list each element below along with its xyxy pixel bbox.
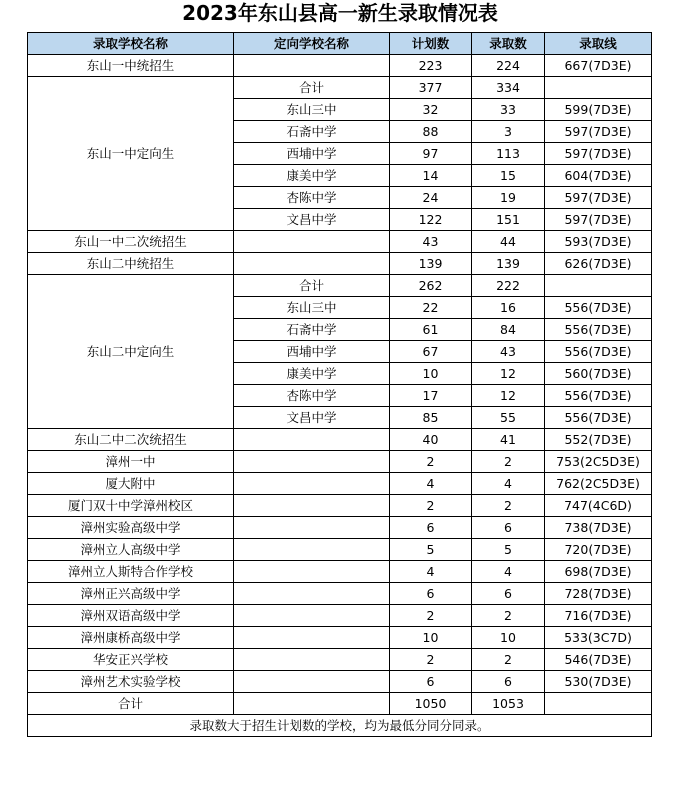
- admitted-count-cell: 222: [472, 275, 545, 297]
- directed-school-cell: [234, 429, 390, 451]
- admitted-count-cell: 334: [472, 77, 545, 99]
- plan-count-cell: 17: [390, 385, 472, 407]
- cutoff-score-cell: 720(7D3E): [545, 539, 652, 561]
- plan-count-cell: 32: [390, 99, 472, 121]
- cutoff-score-cell: 599(7D3E): [545, 99, 652, 121]
- cutoff-score-cell: 556(7D3E): [545, 385, 652, 407]
- plan-count-cell: 10: [390, 627, 472, 649]
- admitted-count-cell: 2: [472, 649, 545, 671]
- table-row: [28, 671, 652, 693]
- plan-count-cell: 2: [390, 605, 472, 627]
- cutoff-score-cell: 597(7D3E): [545, 121, 652, 143]
- admitted-count-cell: 4: [472, 561, 545, 583]
- table-row: [28, 473, 652, 495]
- cutoff-score-cell: 597(7D3E): [545, 209, 652, 231]
- cutoff-score-cell: 626(7D3E): [545, 253, 652, 275]
- school-name-cell: 东山一中二次统招生: [28, 231, 234, 253]
- school-name-cell: 漳州实验高级中学: [28, 517, 234, 539]
- table-row: [28, 253, 652, 275]
- plan-count-cell: 4: [390, 561, 472, 583]
- school-name-cell: 东山二中统招生: [28, 253, 234, 275]
- school-name-cell: 东山二中定向生: [28, 275, 234, 429]
- table-row: [28, 429, 652, 451]
- plan-count-cell: 122: [390, 209, 472, 231]
- school-name-cell: 厦大附中: [28, 473, 234, 495]
- cutoff-score-cell: 728(7D3E): [545, 583, 652, 605]
- school-name-cell: 漳州一中: [28, 451, 234, 473]
- table-row: [28, 517, 652, 539]
- directed-school-cell: 西埔中学: [234, 143, 390, 165]
- cutoff-score-cell: 552(7D3E): [545, 429, 652, 451]
- directed-school-cell: [234, 451, 390, 473]
- school-name-cell: 厦门双十中学漳州校区: [28, 495, 234, 517]
- directed-school-cell: [234, 561, 390, 583]
- directed-school-cell: [234, 583, 390, 605]
- admitted-count-cell: 43: [472, 341, 545, 363]
- school-name-cell: 漳州立人高级中学: [28, 539, 234, 561]
- plan-count-cell: 139: [390, 253, 472, 275]
- admitted-count-cell: 44: [472, 231, 545, 253]
- admitted-count-cell: 41: [472, 429, 545, 451]
- directed-school-cell: [234, 55, 390, 77]
- directed-school-cell: [234, 605, 390, 627]
- page-title: 2023年东山县高一新生录取情况表: [182, 1, 498, 25]
- plan-count-cell: 88: [390, 121, 472, 143]
- directed-school-cell: [234, 495, 390, 517]
- directed-school-cell: 文昌中学: [234, 209, 390, 231]
- directed-school-cell: [234, 649, 390, 671]
- admitted-count-cell: 6: [472, 583, 545, 605]
- directed-school-cell: [234, 671, 390, 693]
- directed-school-cell: 东山三中: [234, 99, 390, 121]
- table-row: [28, 495, 652, 517]
- directed-school-cell: 杏陈中学: [234, 385, 390, 407]
- plan-count-cell: 2: [390, 649, 472, 671]
- table-row: [28, 77, 652, 99]
- cutoff-score-cell: 546(7D3E): [545, 649, 652, 671]
- admitted-count-cell: 12: [472, 363, 545, 385]
- school-name-cell: 漳州立人斯特合作学校: [28, 561, 234, 583]
- plan-count-cell: 43: [390, 231, 472, 253]
- table-row: [28, 451, 652, 473]
- admitted-count-cell: 6: [472, 671, 545, 693]
- cutoff-score-cell: 556(7D3E): [545, 407, 652, 429]
- plan-count-cell: 14: [390, 165, 472, 187]
- directed-school-cell: 合计: [234, 77, 390, 99]
- plan-count-cell: 6: [390, 671, 472, 693]
- directed-school-cell: 文昌中学: [234, 407, 390, 429]
- plan-count-cell: 4: [390, 473, 472, 495]
- table-row: [28, 231, 652, 253]
- cutoff-score-cell: 716(7D3E): [545, 605, 652, 627]
- cutoff-score-cell: 604(7D3E): [545, 165, 652, 187]
- directed-school-cell: [234, 473, 390, 495]
- directed-school-cell: 西埔中学: [234, 341, 390, 363]
- directed-school-cell: 东山三中: [234, 297, 390, 319]
- plan-count-cell: 22: [390, 297, 472, 319]
- school-name-cell: 东山二中二次统招生: [28, 429, 234, 451]
- admitted-count-cell: 84: [472, 319, 545, 341]
- table-row: [28, 605, 652, 627]
- directed-school-cell: 石斋中学: [234, 319, 390, 341]
- table-row: [28, 55, 652, 77]
- table-row: [28, 561, 652, 583]
- plan-count-cell: 1050: [390, 693, 472, 715]
- plan-count-cell: 6: [390, 583, 472, 605]
- directed-school-cell: 康美中学: [234, 363, 390, 385]
- school-name-cell: 漳州双语高级中学: [28, 605, 234, 627]
- table-row: [28, 649, 652, 671]
- plan-count-cell: 5: [390, 539, 472, 561]
- cutoff-score-cell: 753(2C5D3E): [545, 451, 652, 473]
- cutoff-score-cell: 597(7D3E): [545, 143, 652, 165]
- directed-school-cell: [234, 517, 390, 539]
- admitted-count-cell: 224: [472, 55, 545, 77]
- table-row: [28, 539, 652, 561]
- note-row: [28, 715, 652, 737]
- admitted-count-cell: 2: [472, 451, 545, 473]
- admission-table: [27, 32, 652, 737]
- admitted-count-cell: 2: [472, 605, 545, 627]
- header-plan: 计划数: [390, 33, 472, 55]
- directed-school-cell: [234, 253, 390, 275]
- school-name-cell: 漳州正兴高级中学: [28, 583, 234, 605]
- plan-count-cell: 377: [390, 77, 472, 99]
- table-body: [28, 55, 652, 715]
- admitted-count-cell: 5: [472, 539, 545, 561]
- admitted-count-cell: 16: [472, 297, 545, 319]
- header-school: 录取学校名称: [28, 33, 234, 55]
- table-row: [28, 275, 652, 297]
- admitted-count-cell: 12: [472, 385, 545, 407]
- admitted-count-cell: 113: [472, 143, 545, 165]
- table-row: [28, 693, 652, 715]
- table-note: 录取数大于招生计划数的学校，均为最低分同分同录。: [28, 715, 652, 737]
- cutoff-score-cell: 530(7D3E): [545, 671, 652, 693]
- cutoff-score-cell: 593(7D3E): [545, 231, 652, 253]
- admitted-count-cell: 139: [472, 253, 545, 275]
- admitted-count-cell: 151: [472, 209, 545, 231]
- cutoff-score-cell: 698(7D3E): [545, 561, 652, 583]
- directed-school-cell: [234, 231, 390, 253]
- directed-school-cell: [234, 627, 390, 649]
- admitted-count-cell: 4: [472, 473, 545, 495]
- admitted-count-cell: 3: [472, 121, 545, 143]
- plan-count-cell: 97: [390, 143, 472, 165]
- cutoff-score-cell: 556(7D3E): [545, 341, 652, 363]
- school-name-cell: 华安正兴学校: [28, 649, 234, 671]
- directed-school-cell: [234, 539, 390, 561]
- cutoff-score-cell: 747(4C6D): [545, 495, 652, 517]
- directed-school-cell: 杏陈中学: [234, 187, 390, 209]
- directed-school-cell: 康美中学: [234, 165, 390, 187]
- cutoff-score-cell: [545, 275, 652, 297]
- admitted-count-cell: 1053: [472, 693, 545, 715]
- plan-count-cell: 24: [390, 187, 472, 209]
- cutoff-score-cell: 667(7D3E): [545, 55, 652, 77]
- plan-count-cell: 223: [390, 55, 472, 77]
- header-admitted: 录取数: [472, 33, 545, 55]
- cutoff-score-cell: [545, 693, 652, 715]
- cutoff-score-cell: [545, 77, 652, 99]
- plan-count-cell: 10: [390, 363, 472, 385]
- cutoff-score-cell: 533(3C7D): [545, 627, 652, 649]
- plan-count-cell: 40: [390, 429, 472, 451]
- cutoff-score-cell: 738(7D3E): [545, 517, 652, 539]
- plan-count-cell: 67: [390, 341, 472, 363]
- school-name-cell: 东山一中定向生: [28, 77, 234, 231]
- directed-school-cell: 合计: [234, 275, 390, 297]
- cutoff-score-cell: 762(2C5D3E): [545, 473, 652, 495]
- directed-school-cell: 石斋中学: [234, 121, 390, 143]
- admitted-count-cell: 2: [472, 495, 545, 517]
- table-row: [28, 583, 652, 605]
- cutoff-score-cell: 597(7D3E): [545, 187, 652, 209]
- plan-count-cell: 2: [390, 495, 472, 517]
- header-row: [28, 33, 652, 55]
- admitted-count-cell: 33: [472, 99, 545, 121]
- admitted-count-cell: 6: [472, 517, 545, 539]
- header-directed-school: 定向学校名称: [234, 33, 390, 55]
- cutoff-score-cell: 556(7D3E): [545, 319, 652, 341]
- plan-count-cell: 262: [390, 275, 472, 297]
- cutoff-score-cell: 560(7D3E): [545, 363, 652, 385]
- table-row: [28, 627, 652, 649]
- directed-school-cell: [234, 693, 390, 715]
- admitted-count-cell: 10: [472, 627, 545, 649]
- plan-count-cell: 61: [390, 319, 472, 341]
- plan-count-cell: 6: [390, 517, 472, 539]
- admitted-count-cell: 19: [472, 187, 545, 209]
- school-name-cell: 漳州康桥高级中学: [28, 627, 234, 649]
- school-name-cell: 东山一中统招生: [28, 55, 234, 77]
- plan-count-cell: 85: [390, 407, 472, 429]
- cutoff-score-cell: 556(7D3E): [545, 297, 652, 319]
- admitted-count-cell: 55: [472, 407, 545, 429]
- plan-count-cell: 2: [390, 451, 472, 473]
- header-cutoff: 录取线: [545, 33, 652, 55]
- school-name-cell: 漳州艺术实验学校: [28, 671, 234, 693]
- admitted-count-cell: 15: [472, 165, 545, 187]
- school-name-cell: 合计: [28, 693, 234, 715]
